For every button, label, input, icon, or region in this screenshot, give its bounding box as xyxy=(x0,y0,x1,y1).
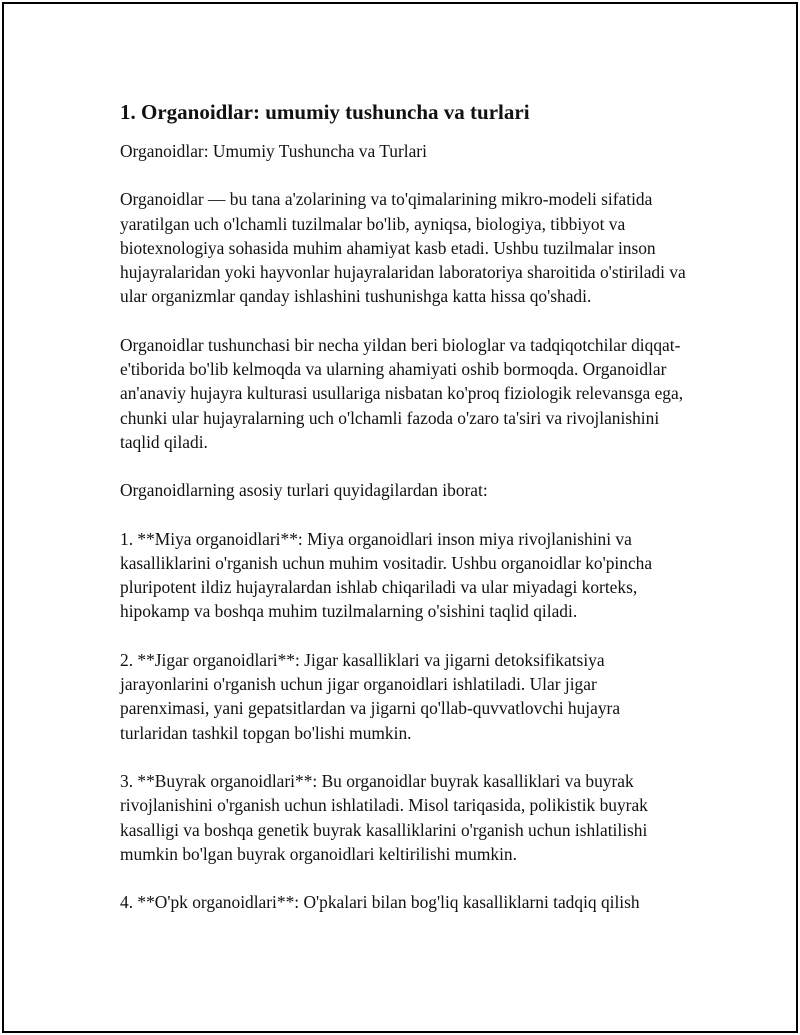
list-item-kidney-organoids: 3. **Buyrak organoidlari**: Bu organoidlar buyrak kasalliklari va buyrak rivojlanishini o'rganish uchun ishlatiladi. Misol tariqasida, polikistik buyrak kasalligi va boshqa genetik buyrak kasalliklarini o'rganish uchun ishlatilishi mumkin bo'lgan buyrak organoidlari keltirilishi mumkin. xyxy=(120,770,648,864)
types-intro-paragraph: Organoidlarning asosiy turlari quyidagilardan iborat: xyxy=(120,480,488,501)
list-item-liver-organoids: 2. **Jigar organoidlari**: Jigar kasalliklari va jigarni detoksifikatsiya jarayonlarini o'rganish uchun jigar organoidlari ishlatiladi. Ular jigar parenximasi, yani gepatsitlardan va jigarni qo'llab-quvvatlovchi hujayra turlaridan tashkil topgan bo'lishi mumkin. xyxy=(120,649,621,743)
intro-paragraph: Organoidlar — bu tana a'zolarining va to'qimalarining mikro-modeli sifatida yaratilgan uch o'lchamli tuzilmalar bo'lib, ayniqsa, biologiya, tibbiyot va biotexnologiya sohasida muhim ahamiyat kasb etadi. Ushbu tuzilmalar inson hujayralaridan yoki hayvonlar hujayralaridan laboratoriya sharoitida o'stiriladi va ular organizmlar qanday ishlashini tushunishga katta hissa qo'shadi. xyxy=(120,189,686,307)
document-body xyxy=(120,98,690,938)
list-item-brain-organoids: 1. **Miya organoidlari**: Miya organoidlari inson miya rivojlanishini va kasalliklarini o'rganish uchun muhim vositadir. Ushbu organoidlar ko'pincha pluripotent ildiz hujayralardan ishlab chiqariladi va ular miyadagi korteks, hipokamp va boshqa muhim tuzilmalarning o'sishini taqlid qiladi. xyxy=(120,528,653,622)
concept-paragraph: Organoidlar tushunchasi bir necha yildan beri biologlar va tadqiqotchilar diqqat-e'tiborida bo'lib kelmoqda va ularning ahamiyati oshib bormoqda. Organoidlar an'anaviy hujayra kulturasi usullariga nisbatan ko'proq fiziologik relevansga ega, chunki ular hujayralarning uch o'lchamli fazoda o'zaro ta'siri va rivojlanishini taqlid qiladi. xyxy=(120,334,684,452)
document-title: 1. Organoidlar: umumiy tushuncha va turlari xyxy=(120,100,530,124)
page-frame xyxy=(2,2,798,1033)
list-item-lung-organoids: 4. **O'pk organoidlari**: O'pkalari bilan bog'liq kasalliklarni tadqiq qilish xyxy=(120,892,640,913)
document-subtitle: Organoidlar: Umumiy Tushuncha va Turlari xyxy=(120,141,427,161)
